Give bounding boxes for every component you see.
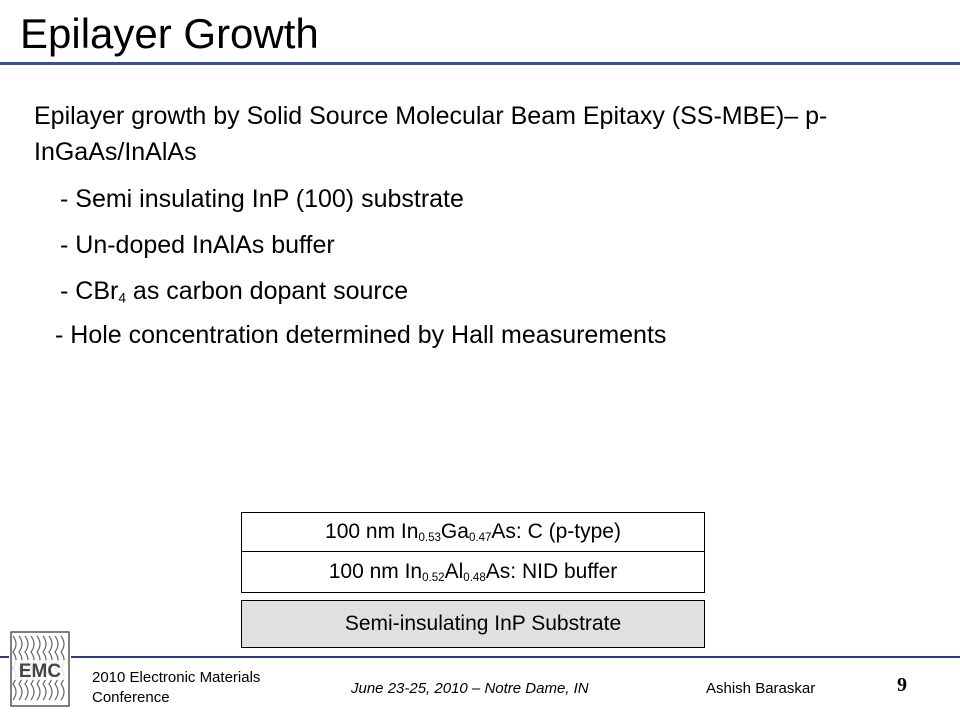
slide-title: Epilayer Growth xyxy=(20,10,319,57)
layer-inalas-part2: Al xyxy=(444,560,464,583)
layer-ingaas-sub1: 0.53 xyxy=(418,531,441,544)
title-divider xyxy=(0,62,960,65)
bullet-dopant-prefix: - CBr xyxy=(60,277,119,305)
layer-inalas-part1: 100 nm In xyxy=(328,560,423,583)
layer-inalas xyxy=(241,551,705,593)
page-number: 9 xyxy=(897,674,907,696)
footer-date: June 23-25, 2010 – Notre Dame, IN xyxy=(351,680,589,697)
bullet-hall: - Hole concentration determined by Hall measurements xyxy=(55,321,667,349)
layer-ingaas-part3: As: C (p-type) xyxy=(491,520,621,543)
footer-divider xyxy=(0,656,960,658)
bullet-dopant xyxy=(60,276,408,306)
emc-logo xyxy=(9,630,71,708)
layer-ingaas xyxy=(241,512,705,552)
layer-inalas-sub1: 0.52 xyxy=(422,571,445,584)
bullet-dopant-suffix: as carbon dopant source xyxy=(125,277,409,305)
layer-ingaas-text xyxy=(325,520,621,544)
layer-inalas-sub2: 0.48 xyxy=(463,571,486,584)
layer-ingaas-part1: 100 nm In xyxy=(325,520,419,543)
footer-conference: 2010 Electronic Materials Conference xyxy=(92,669,261,706)
layer-ingaas-part2: Ga xyxy=(440,520,469,543)
layer-stack-diagram xyxy=(241,512,705,648)
layer-inalas-part3: As: NID buffer xyxy=(485,560,618,583)
bullet-dopant-subscript: 4 xyxy=(118,290,126,306)
layer-inalas-text xyxy=(329,560,618,584)
layer-ingaas-sub2: 0.47 xyxy=(468,531,492,544)
emc-logo-text: EMC xyxy=(18,661,62,682)
bullet-buffer: - Un-doped InAlAs buffer xyxy=(60,231,335,259)
bullet-substrate: - Semi insulating InP (100) substrate xyxy=(60,185,464,213)
layer-substrate-text: Semi-insulating InP Substrate xyxy=(344,612,622,635)
footer-author: Ashish Baraskar xyxy=(706,680,816,697)
layer-substrate xyxy=(241,600,705,648)
intro-text: Epilayer growth by Solid Source Molecular Beam Epitaxy (SS-MBE)– p-InGaAs/InAlAs xyxy=(34,102,828,166)
